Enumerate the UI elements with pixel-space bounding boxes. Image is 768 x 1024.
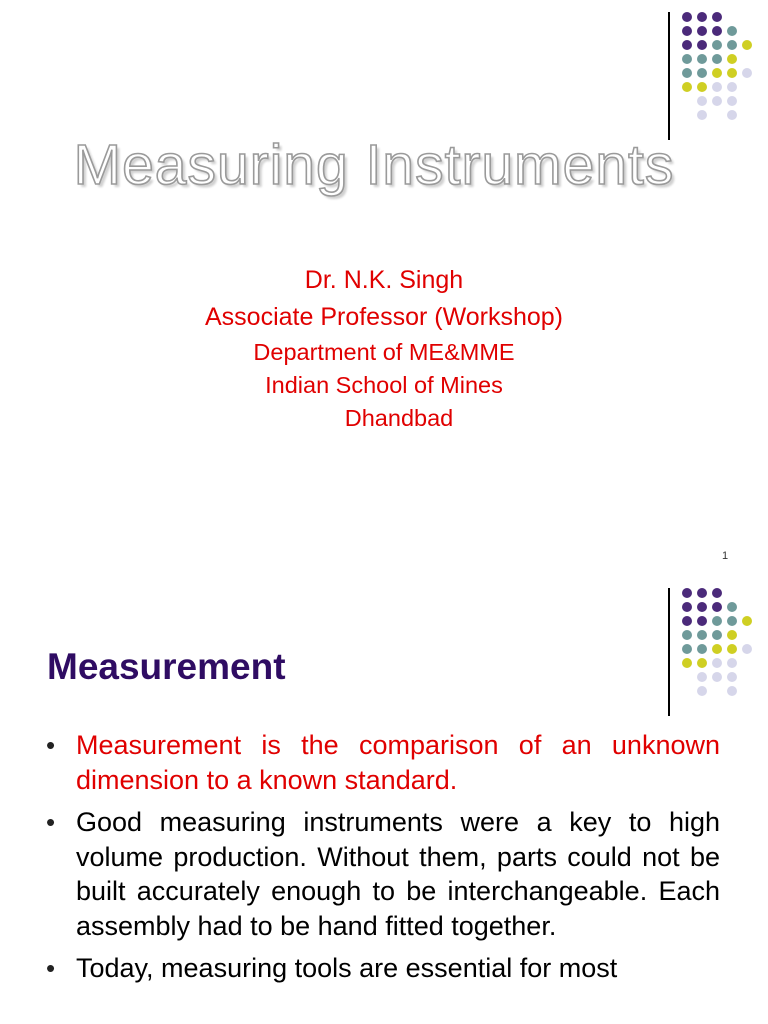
decorative-dot (697, 40, 707, 50)
author-department: Department of ME&MME (253, 339, 515, 365)
decorative-dot (727, 54, 737, 64)
decorative-dot (682, 588, 692, 598)
decorative-dot (697, 630, 707, 640)
decorative-dot (697, 82, 707, 92)
decorative-dot (682, 54, 692, 64)
decorative-vertical-line (668, 588, 670, 716)
decorative-dot (727, 96, 737, 106)
slide-page-number: 1 (722, 550, 729, 562)
bullet-text: Good measuring instruments were a key to high volume production. Without them, parts could not be built accurately enough to be interchangeable. Each assembly had to be hand fitted together. (76, 807, 720, 941)
decorative-dot (712, 630, 722, 640)
decorative-dot (727, 26, 737, 36)
bullet-icon: • (46, 953, 56, 983)
decorative-dot (742, 616, 752, 626)
decorative-dot (712, 672, 722, 682)
decorative-dot (682, 12, 692, 22)
decorative-dot (727, 82, 737, 92)
decorative-dot (712, 26, 722, 36)
decorative-dot (712, 602, 722, 612)
bullet-icon: • (46, 730, 56, 760)
decorative-dot (697, 672, 707, 682)
decorative-dot (727, 40, 737, 50)
content-slide (0, 576, 768, 1024)
decorative-dot (742, 644, 752, 654)
author-institute: Indian School of Mines (265, 372, 503, 398)
decorative-dot (682, 630, 692, 640)
bullet-icon: • (46, 807, 56, 837)
decorative-dot (742, 40, 752, 50)
decorative-dot (727, 110, 737, 120)
decorative-dot (712, 96, 722, 106)
decorative-dot (697, 68, 707, 78)
bullet-text: Measurement is the comparison of an unknown dimension to a known standard. (76, 730, 720, 795)
decorative-dot (712, 658, 722, 668)
decorative-dot-grid (682, 588, 762, 700)
decorative-dot (727, 644, 737, 654)
decorative-dot (682, 616, 692, 626)
decorative-dot (712, 616, 722, 626)
bullet-item (46, 728, 720, 797)
decorative-dot-grid (682, 12, 762, 124)
decorative-dot (712, 82, 722, 92)
author-position: Associate Professor (Workshop) (205, 303, 563, 331)
decorative-dot (682, 658, 692, 668)
decorative-dot (697, 658, 707, 668)
bullet-list (46, 728, 720, 994)
decorative-dot (697, 644, 707, 654)
decorative-dot (682, 26, 692, 36)
decorative-dot (727, 686, 737, 696)
presentation-title: Measuring Instruments (73, 133, 675, 197)
decorative-dot (727, 630, 737, 640)
decorative-dot (682, 82, 692, 92)
decorative-vertical-line (668, 12, 670, 140)
decorative-dot (712, 40, 722, 50)
decorative-dot (712, 644, 722, 654)
decorative-dot (712, 54, 722, 64)
decorative-dot (727, 616, 737, 626)
bullet-text: Today, measuring tools are essential for most (76, 953, 618, 983)
decorative-dot (712, 12, 722, 22)
decorative-dot (697, 96, 707, 106)
author-city: Dhandbad (344, 405, 454, 431)
decorative-dot (727, 68, 737, 78)
slide-title: Measurement (47, 646, 286, 687)
decorative-dot (697, 686, 707, 696)
decorative-dot (697, 616, 707, 626)
author-info (0, 262, 768, 435)
decorative-dot (682, 602, 692, 612)
bullet-item (46, 805, 720, 943)
decorative-dot (682, 68, 692, 78)
decorative-dot (712, 588, 722, 598)
decorative-dot (727, 672, 737, 682)
decorative-dot (712, 68, 722, 78)
decorative-dot (697, 110, 707, 120)
decorative-dot (697, 602, 707, 612)
decorative-dot (697, 12, 707, 22)
bullet-item (46, 951, 720, 986)
decorative-dot (697, 54, 707, 64)
decorative-dot (682, 40, 692, 50)
decorative-dot (682, 644, 692, 654)
decorative-dot (697, 26, 707, 36)
decorative-dot (727, 602, 737, 612)
decorative-dot (727, 658, 737, 668)
decorative-dot (697, 588, 707, 598)
author-name: Dr. N.K. Singh (304, 266, 464, 294)
decorative-dot (742, 68, 752, 78)
